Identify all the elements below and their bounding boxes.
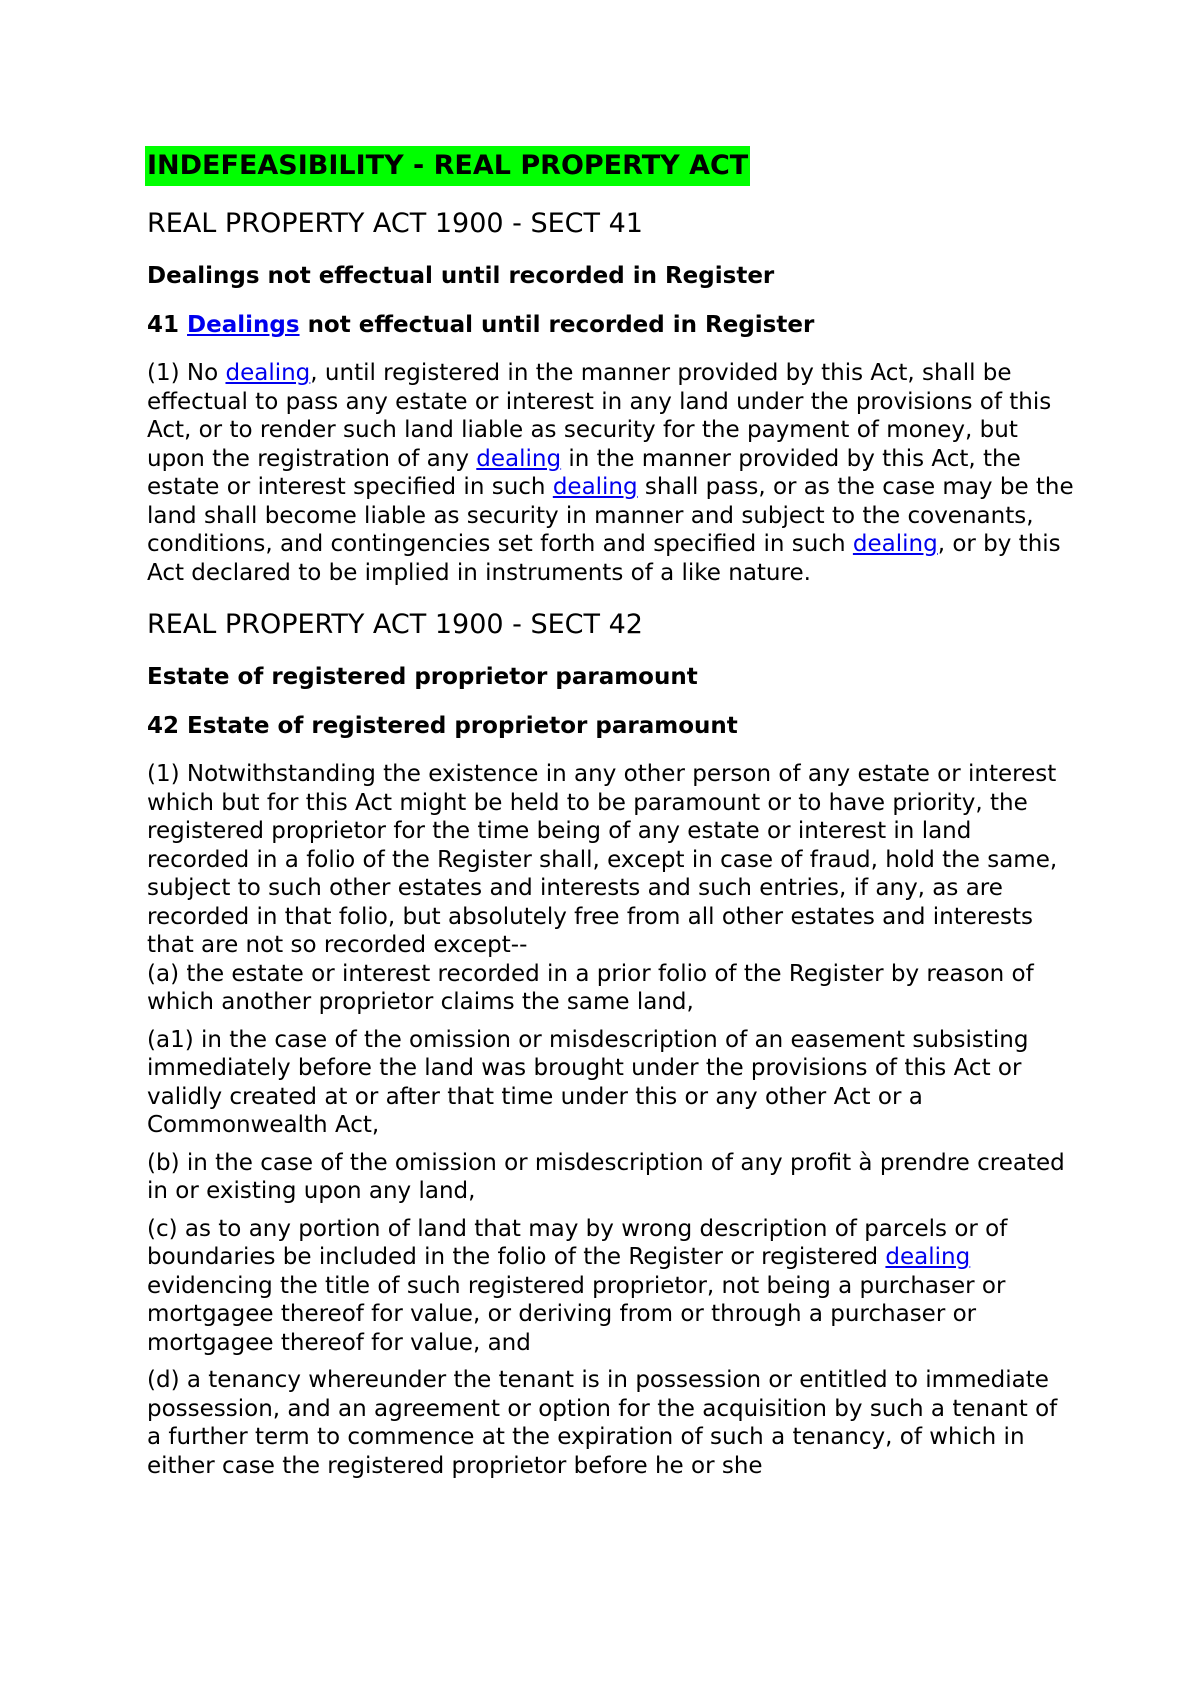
dealing-link[interactable]: dealing [852,531,938,557]
section-42-paragraph-d: (d) a tenancy whereunder the tenant is in possession or entitled to immediate possession, and an agreement or option for the acquisition by such a tenant of a further term to commence at the expiration of such a tenancy, of which in either case the registered proprietor before he or she [147,1367,1058,1479]
dealing-link[interactable]: dealing [225,360,311,386]
text-run: (c) as to any portion of land that may by wrong description of parcels or of boundaries be included in the folio of the Register or registered [147,1215,1008,1270]
dealing-link[interactable]: dealing [552,474,638,500]
dealing-link[interactable]: dealing [476,445,562,472]
section-42-heading: REAL PROPERTY ACT 1900 - SECT 42 [147,609,643,640]
text-run: , until registered in the manner provided by this Act, shall be effectual to pass any estate or interest in any land under the provisions of this Act, or to render such land liable as security for the payment of money, but upon the registration of any [147,360,1052,472]
section-41-paragraph-1 [147,359,1077,587]
section-41-subtitle-text: not effectual until recorded in Register [307,312,815,338]
section-42-paragraph-b: (b) in the case of the omission or misdescription of any profit à prendre created in or existing upon any land, [147,1149,1065,1204]
dealing-link[interactable]: dealing [885,1244,971,1270]
section-42-subtitle: 42 Estate of registered proprietor paramount [147,713,738,739]
text-run: in the manner provided by this Act, the estate or interest specified in such [147,445,1021,500]
text-run: evidencing the title of such registered proprietor, not being a purchaser or mortgagee thereof for value, or deriving from or through a purchaser or mortgagee thereof for value, and [147,1272,1006,1356]
section-42-title: Estate of registered proprietor paramount [147,664,698,690]
section-42-paragraph-1: (1) Notwithstanding the existence in any other person of any estate or interest which but for this Act might be held to be paramount or to have priority, the registered proprietor for the time being of any estate or interest in land recorded in a folio of the Register shall, except in case of fraud, hold the same, subject to such other estates and interests and such entries, if any, as are recorded in that folio, but absolutely free from all other estates and interests that are not so recorded except-- [147,761,1058,958]
text-run: , or by this Act declared to be implied in instruments of a like nature. [147,531,1061,586]
section-42-paragraph-c [147,1215,1077,1358]
section-42-paragraph-a1: (a1) in the case of the omission or misdescription of an easement subsisting immediately before the land was brought under the provisions of this Act or validly created at or after that time under this or any other Act or a Commonwealth Act, [147,1026,1029,1138]
text-run: (1) No [147,360,226,386]
dealings-link[interactable]: Dealings [187,312,300,338]
text-run: shall pass, or as the case may be the land shall become liable as security in manner and subject to the covenants, conditions, and contingencies set forth and specified in such [147,474,1074,557]
section-41-title: Dealings not effectual until recorded in Register [147,263,775,289]
section-41-subtitle [147,310,1077,340]
document-body [147,140,1077,1480]
section-42-paragraph-a: (a) the estate or interest recorded in a prior folio of the Register by reason of which another proprietor claims the same land, [147,960,1034,1015]
section-41-heading: REAL PROPERTY ACT 1900 - SECT 41 [147,208,643,239]
section-number: 41 [147,312,180,338]
highlighted-title: INDEFEASIBILITY - REAL PROPERTY ACT [145,146,750,186]
